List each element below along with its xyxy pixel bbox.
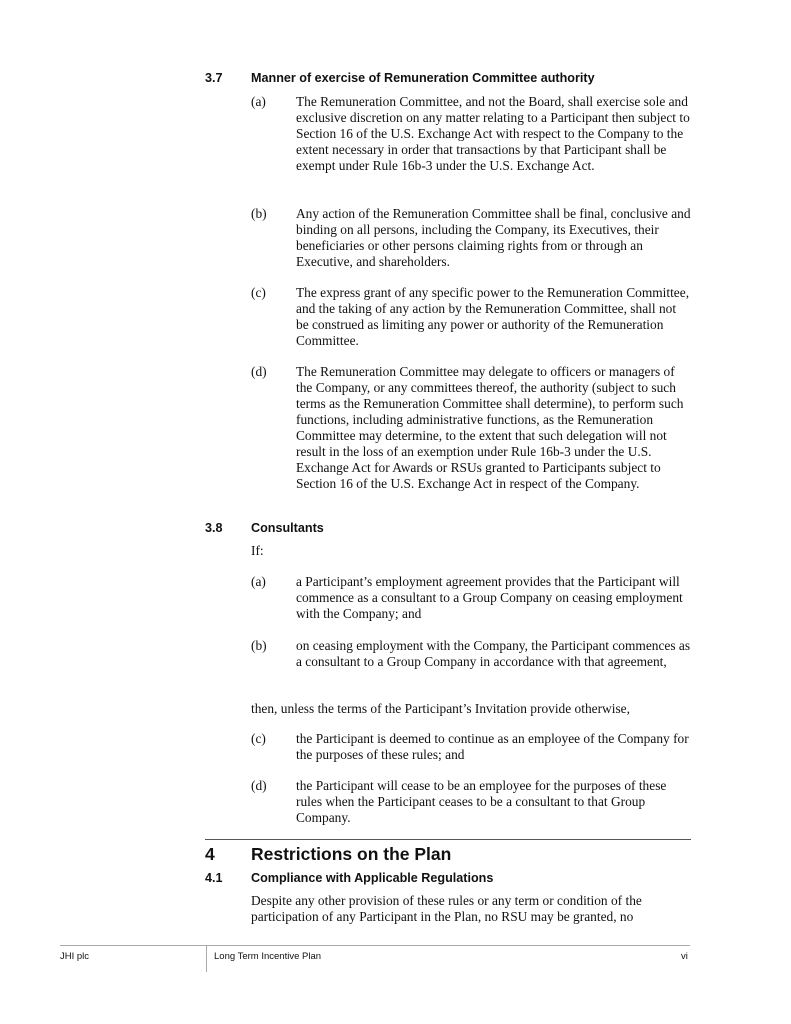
section-title: Restrictions on the Plan	[251, 844, 452, 864]
footer-separator	[206, 945, 207, 972]
clause-label: (a)	[251, 94, 266, 109]
body-text: Despite any other provision of these rules or any term or condition of the participation of any Participant in the Plan, no RSU may be granted, no	[251, 893, 642, 924]
clause-label: (d)	[251, 778, 267, 793]
intro-text: If:	[251, 543, 264, 558]
clause-label: (b)	[251, 206, 267, 221]
clause-label: (c)	[251, 731, 266, 746]
section-4-heading	[205, 844, 691, 864]
clause-text: the Participant will cease to be an employee for the purposes of these rules when the Participant ceases to be a consultant to that Group Company.	[296, 778, 667, 825]
footer-company: JHI plc	[60, 951, 90, 962]
section-number: 3.7	[205, 71, 223, 85]
clause-text: a Participant’s employment agreement provides that the Participant will commence as a consultant to a Group Company on ceasing employment with the Company; and	[296, 574, 683, 621]
clause-text: The Remuneration Committee, and not the Board, shall exercise sole and exclusive discretion on any matter relating to a Participant then subject to Section 16 of the U.S. Exchange Act with respect to the Company to the extent necessary in order that transactions by that Participant shall be exempt under Rule 16b-3 under the U.S. Exchange Act.	[296, 94, 690, 173]
clause-label: (d)	[251, 364, 267, 379]
section-title: Manner of exercise of Remuneration Committee authority	[251, 71, 595, 85]
footer-page-number: vi	[681, 951, 688, 962]
section-divider	[205, 839, 691, 840]
clause-text: The express grant of any specific power to the Remuneration Committee, and the taking of any action by the Remuneration Committee, shall not be construed as limiting any power or authority of the Remuneration Committee.	[296, 285, 690, 348]
clause-label: (a)	[251, 574, 266, 589]
section-number: 3.8	[205, 521, 223, 535]
section-title: Compliance with Applicable Regulations	[251, 871, 494, 885]
clause-text: Any action of the Remuneration Committee shall be final, conclusive and binding on all persons, including the Company, its Executives, their beneficiaries or other persons claiming rights from or through an Executive, and shareholders.	[296, 206, 691, 269]
clause-text: The Remuneration Committee may delegate to officers or managers of the Company, or any committees thereof, the authority (subject to such terms as the Remuneration Committee shall determine), to perform such functions, including administrative functions, as the Remuneration Committee may determine, to the extent that such delegation will not result in the loss of an exemption under Rule 16b-3 under the U.S. Exchange Act for Awards or RSUs granted to Participants subject to Section 16 of the U.S. Exchange Act in respect of the Company.	[296, 364, 684, 491]
footer-divider	[60, 945, 690, 946]
then-text: then, unless the terms of the Participant’s Invitation provide otherwise,	[251, 701, 630, 716]
footer-document-title: Long Term Incentive Plan	[214, 951, 322, 962]
section-number: 4.1	[205, 871, 223, 885]
clause-label: (b)	[251, 638, 267, 653]
section-title: Consultants	[251, 521, 324, 535]
section-4-1-heading	[205, 870, 691, 886]
section-number: 4	[205, 844, 215, 864]
clause-text: on ceasing employment with the Company, the Participant commences as a consultant to a Group Company in accordance with that agreement,	[296, 638, 691, 669]
section-3-8-heading	[205, 520, 691, 536]
section-3-7-heading	[205, 70, 691, 86]
clause-label: (c)	[251, 285, 266, 300]
clause-text: the Participant is deemed to continue as an employee of the Company for the purposes of these rules; and	[296, 731, 689, 762]
